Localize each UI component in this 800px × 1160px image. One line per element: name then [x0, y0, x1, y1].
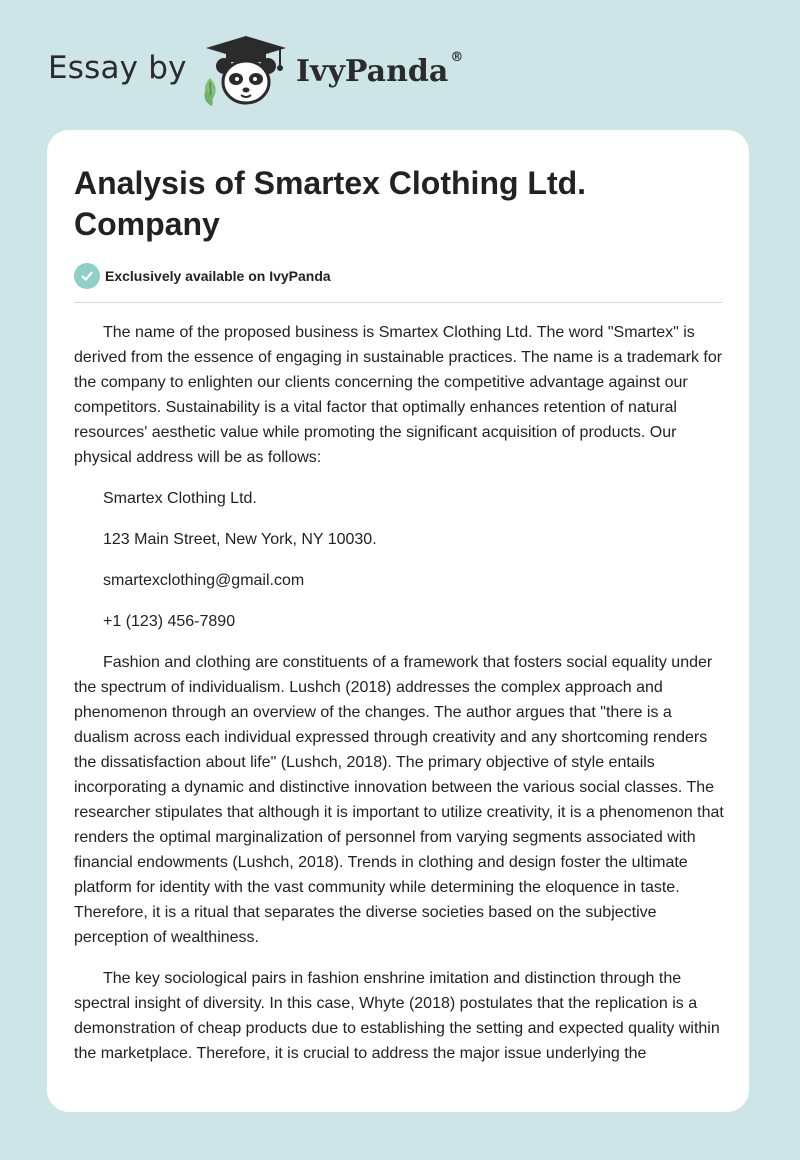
page-title: Analysis of Smartex Clothing Ltd. Company — [74, 165, 587, 242]
essay-body — [74, 320, 724, 1082]
exclusive-badge — [74, 263, 331, 289]
brand-text: IvyPanda — [296, 54, 449, 89]
paragraph-2: Fashion and clothing are constituents of a framework that fosters social equality under the spectrum of individualism. Lushch (2018) addresses the complex approach and phenomenon through an overview of the changes. The author argues that "there is a dualism across each individual expressed through creativity and any shortcoming renders the dissatisfaction about life" (Lushch, 2018). The primary objective of style entails incorporating a dynamic and distinctive innovation between the various social classes. The researcher stipulates that although it is important to utilize creativity, it is a phenomenon that renders the optimal marginalization of personnel from varying segments associated with financial endowments (Lushch, 2018). Trends in clothing and design foster the ultimate platform for identity with the vast community while determining the eloquence in taste. Therefore, it is a ritual that separates the diverse societies based on the subjective perception of wealthiness. — [74, 654, 724, 946]
paragraph-3: The key sociological pairs in fashion enshrine imitation and distinction through the spectral insight of diversity. In this case, Whyte (2018) postulates that the replication is a demonstration of cheap products due to establishing the setting and expected quality within the marketplace. Therefore, it is crucial to address the major issue underlying the — [74, 970, 720, 1062]
essay-by-label: Essay by — [48, 50, 187, 86]
divider — [74, 302, 722, 303]
exclusive-badge-text: Exclusively available on IvyPanda — [105, 268, 331, 284]
brand-name[interactable] — [296, 50, 464, 89]
check-icon — [74, 263, 100, 289]
registered-mark: ® — [450, 50, 464, 65]
paragraph-intro: The name of the proposed business is Smartex Clothing Ltd. The word "Smartex" is derived from the essence of engaging in sustainable practices. The name is a trademark for the company to enlighten our clients concerning the competitive advantage against our competitors. Sustainability is a vital factor that optimally enhances retention of natural resources' aesthetic value while promoting the significant acquisition of products. Our physical address will be as follows: — [74, 324, 723, 466]
panda-logo-icon[interactable] — [200, 34, 292, 110]
address-street: 123 Main Street, New York, NY 10030. — [103, 531, 377, 548]
essay-card — [47, 130, 749, 1112]
site-header — [0, 0, 800, 130]
address-email: smartexclothing@gmail.com — [103, 572, 305, 589]
address-phone: +1 (123) 456-7890 — [103, 613, 236, 630]
address-company: Smartex Clothing Ltd. — [103, 490, 257, 507]
